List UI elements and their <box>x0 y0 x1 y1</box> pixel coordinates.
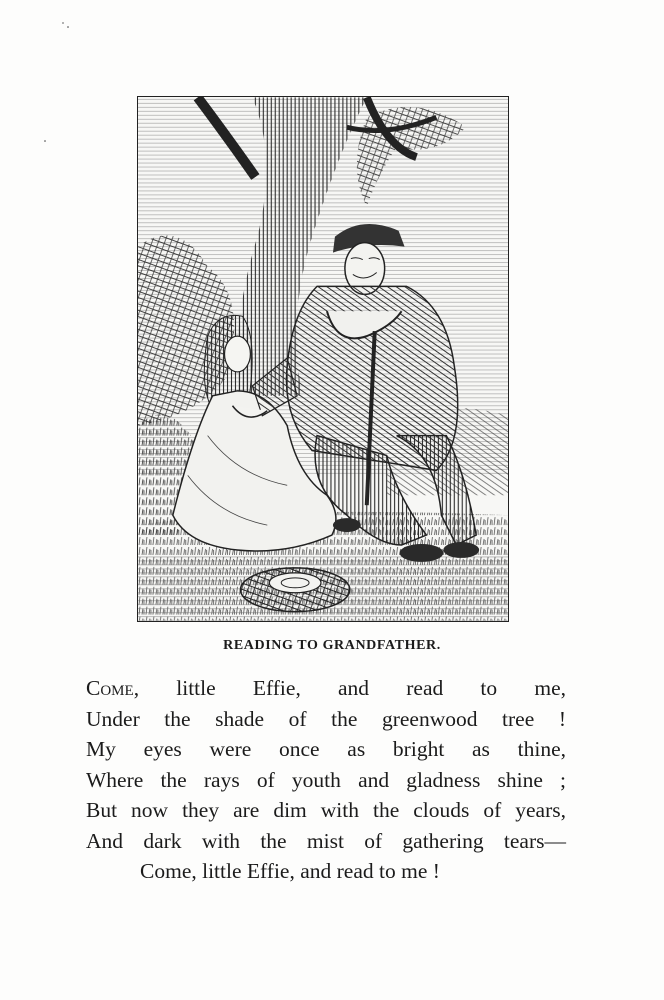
paper-speck <box>67 26 69 28</box>
poem-line <box>86 673 566 704</box>
engraving-girl-reading-to-grandfather-icon <box>138 97 508 621</box>
illustration-caption: READING TO GRANDFATHER. <box>223 638 441 653</box>
poem-line-text: , little Effie, and read to me, <box>133 676 566 700</box>
poem-line: Under the shade of the greenwood tree ! <box>86 706 566 731</box>
poem-line-refrain: Come, little Effie, and read to me ! <box>140 859 440 883</box>
paper-speck <box>62 22 64 24</box>
paper-speck <box>44 140 46 142</box>
poem-line: Where the rays of youth and gladness shine ; <box>86 767 566 792</box>
poem-line: But now they are dim with the clouds of years, <box>86 798 566 822</box>
poem <box>86 673 566 887</box>
poem-line: And dark with the mist of gathering tears— <box>86 828 566 853</box>
poem-line: My eyes were once as bright as thine, <box>86 737 566 761</box>
engraving-illustration <box>137 96 509 622</box>
poem-first-word: Come <box>86 676 134 700</box>
